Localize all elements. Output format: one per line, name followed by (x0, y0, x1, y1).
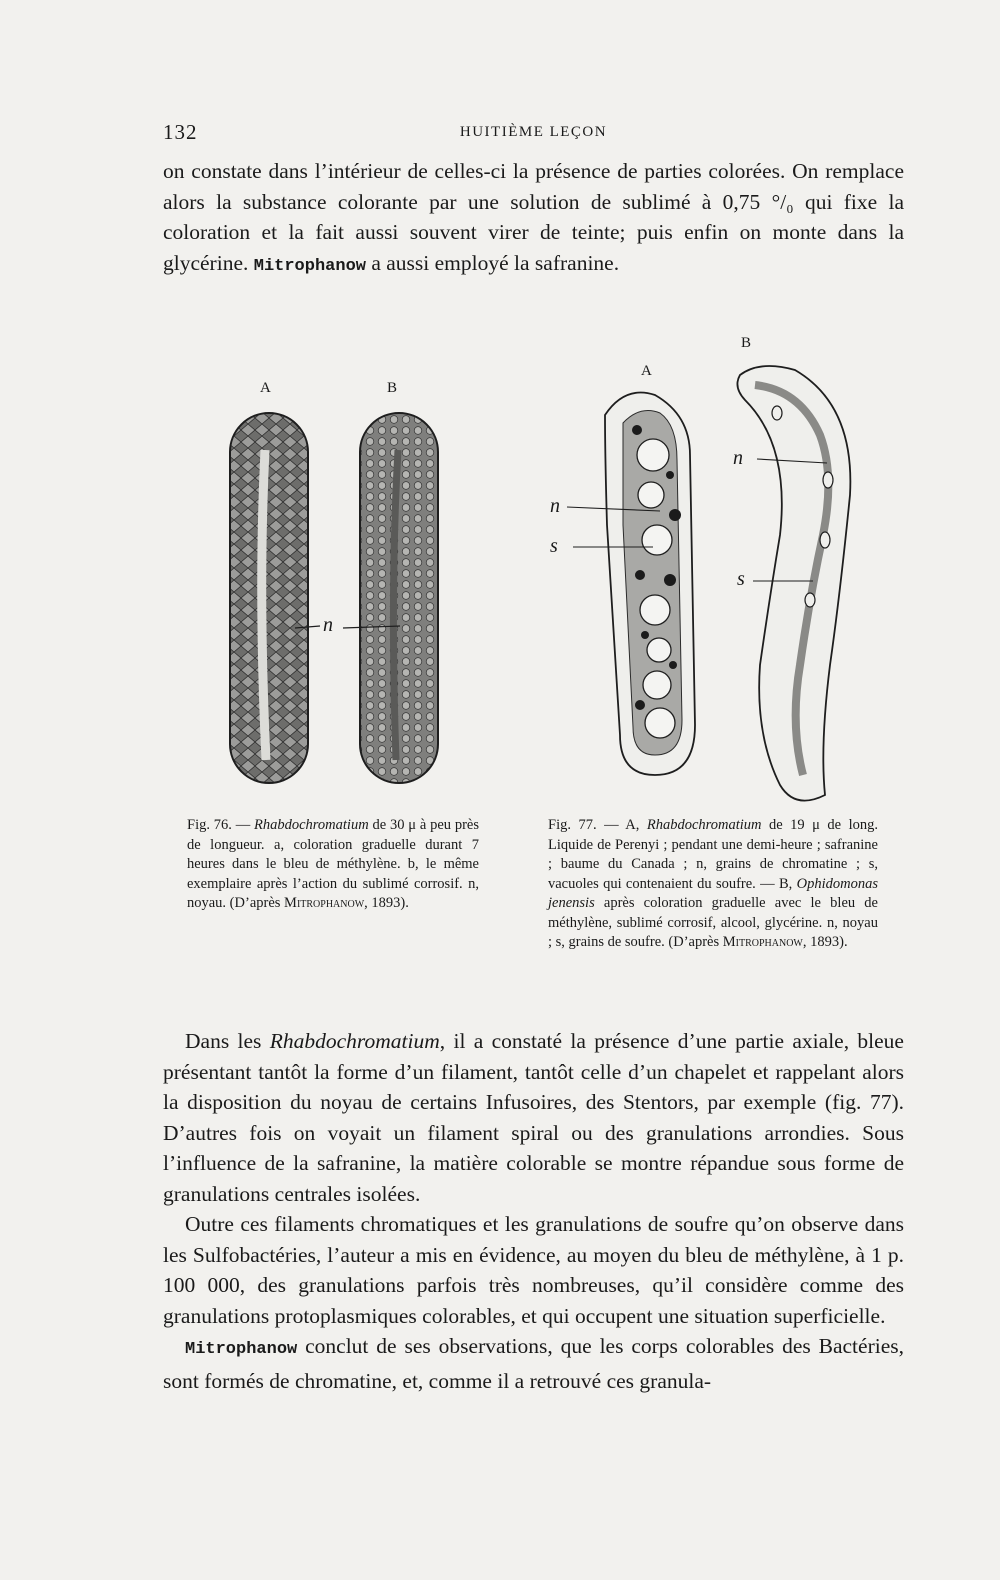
author-name: Mitrophanow (284, 895, 365, 911)
caption-text: de 30 μ à peu près de longueur. a, coloration graduelle durant 7 heures dans le bleu de méthylène. b, le même exemplaire après l’action du sublimé corrosif. n, noyau. (D’après (187, 817, 479, 911)
paragraph-text: Dans les (185, 1029, 270, 1053)
species-name: Rhabdochromatium (269, 1029, 440, 1053)
figure-76-drawing (220, 370, 460, 800)
figure-77-caption (548, 816, 878, 953)
body-text (163, 1026, 904, 1396)
paragraph-conclusion (163, 1331, 904, 1396)
paragraph-text: on constate dans l’intérieur de celles-ci la présence de parties colorées. On remplace alors la substance colorante par une solution de sublimé à 0,75 °/₀ qui fixe la coloration et la fait aussi souvent virer de teinte; puis enfin on monte dans la glycérine. (163, 159, 904, 275)
cell-a-axis (262, 450, 266, 760)
paragraph-text: , il a constaté la présence d’une partie axiale, bleue présentant tantôt la forme d’un filament, tantôt celle d’un chapelet et rappelant alors la disposition du noyau de certains Infusoires, des Stentors, par exemple (fig. 77). D’autres fois on voyait un filament spiral ou des granulations arrondies. Sous l’influence de la safranine, la matière colorable se montre répandue sous forme de granulations centrales isolées. (163, 1029, 904, 1206)
paragraph-granulations (163, 1209, 904, 1331)
caption-text: après coloration graduelle avec le bleu de méthylène, sublimé corrosif, alcool, glycérine. n, noyau ; s, grains de soufre. (D’après (548, 895, 878, 950)
figure-77 (545, 335, 890, 805)
caption-text: , 1893). (364, 895, 409, 911)
running-title: HUITIÈME LEÇON (459, 124, 608, 140)
caption-text: de 19 μ de long. Liquide de Perenyi ; pendant une demi-heure ; safranine ; baume du Canada ; n, grains de chromatine ; s, vacuoles qui contenaient du soufre. — B, (548, 817, 878, 892)
label-n-right: n (733, 447, 743, 469)
page-number: 132 (163, 120, 198, 144)
label-n-left: n (550, 495, 560, 517)
species-name: Ophidomonas jenensis (548, 875, 878, 911)
paragraph-axial (163, 1026, 904, 1209)
running-header (163, 120, 904, 146)
author-name: Mitrophanow (253, 256, 366, 276)
figure-77-drawing (545, 335, 890, 805)
label-s-left: s (550, 535, 558, 557)
caption-text: , 1893). (802, 934, 848, 950)
label-a: A (260, 380, 271, 396)
figure-76 (220, 370, 460, 800)
label-s-right: s (737, 568, 745, 590)
author-name: Mitrophanow (185, 1340, 298, 1359)
species-name: Rhabdochromatium (646, 817, 762, 833)
author-name: Mitrophanow (722, 934, 803, 950)
paragraph-intro (163, 156, 904, 282)
figure-76-caption (187, 816, 479, 914)
label-b: B (387, 380, 398, 396)
paragraph-text: Outre ces filaments chromatiques et les granulations de soufre qu’on observe dans les Sulfobactéries, l’auteur a mis en évidence, au moyen du bleu de méthylène, à 1 p. 100 000, des granulations parfois très nombreuses, qu’il considère comme des granulations protoplasmiques colorables, et qui occupent une situation superficielle. (163, 1212, 904, 1328)
paragraph-text: a aussi employé la safranine. (365, 250, 620, 275)
caption-text: Fig. 76. — (187, 817, 255, 833)
paragraph-text: conclut de ses observations, que les corps colorables des Bactéries, sont formés de chromatine, et, comme il a retrouvé ces granula- (163, 1334, 904, 1393)
caption-text: Fig. 77. — A, (548, 817, 647, 833)
species-name: Rhabdochromatium (254, 817, 369, 833)
label-b: B (741, 335, 752, 351)
label-a: A (641, 363, 652, 379)
label-n: n (323, 614, 333, 636)
